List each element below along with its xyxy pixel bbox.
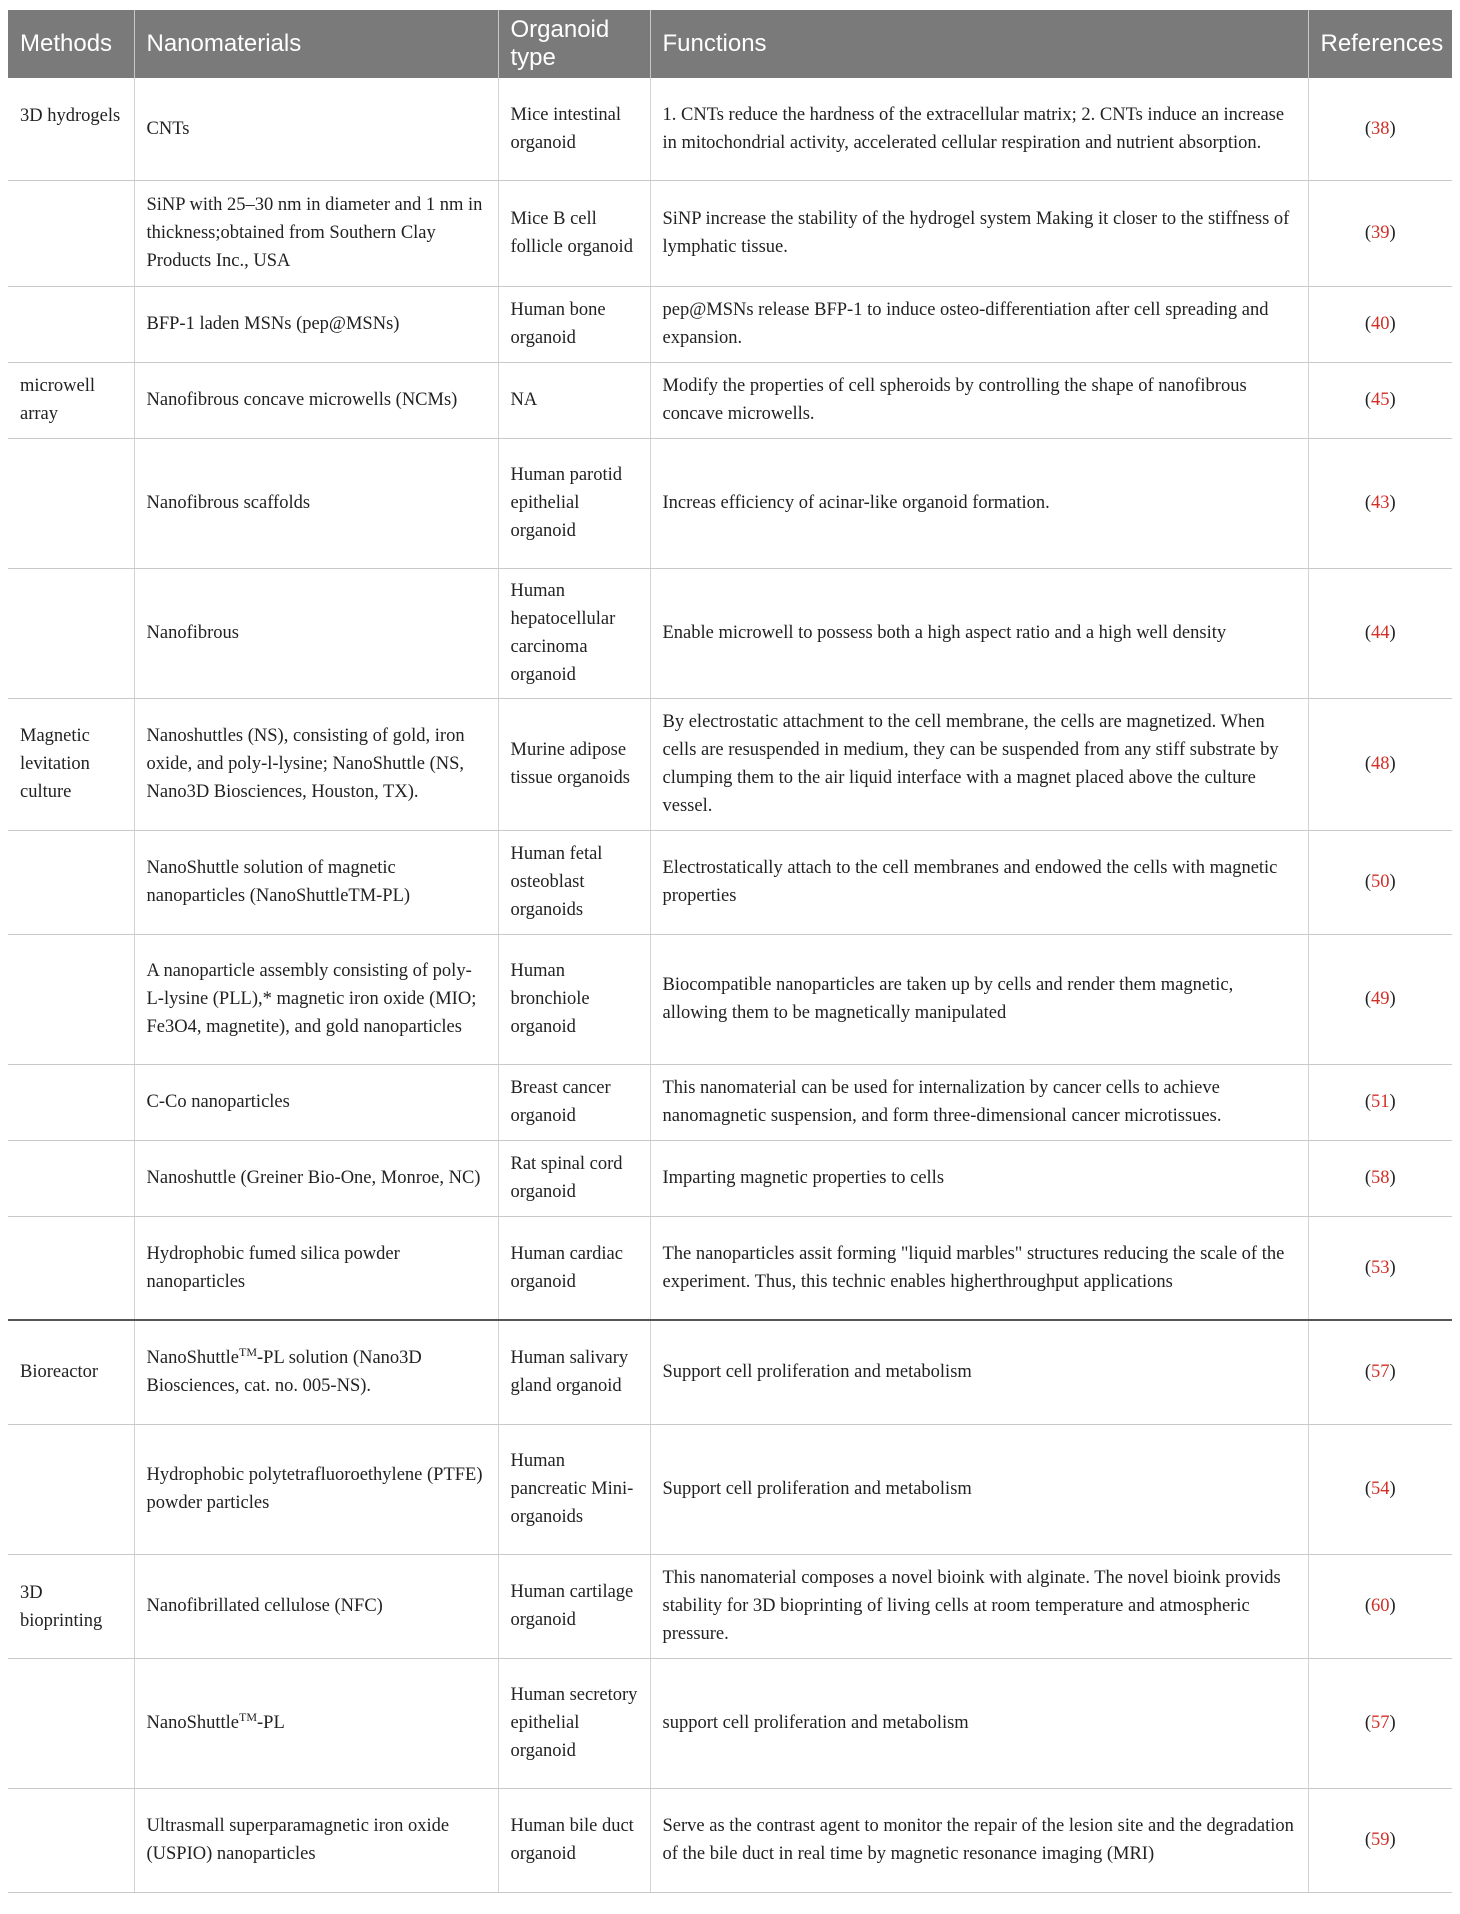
reference-link[interactable]: 44 <box>1371 623 1390 643</box>
table-row <box>8 78 1452 180</box>
function-cell: Enable microwell to possess both a high aspect ratio and a high well density <box>650 568 1308 698</box>
table-row <box>8 568 1452 698</box>
nanomaterials-table <box>8 10 1452 1893</box>
reference-cell: (53) <box>1308 1216 1452 1320</box>
function-cell: 1. CNTs reduce the hardness of the extracellular matrix; 2. CNTs induce an increase in mitochondrial activity, accelerated cellular respiration and nutrient absorption. <box>650 78 1308 180</box>
method-cell <box>8 438 134 568</box>
organoid-cell: Human salivary gland organoid <box>498 1320 650 1424</box>
nanomaterial-cell: NanoShuttle™-PL solution (Nano3D Biosciences, cat. no. 005-NS). <box>134 1320 498 1424</box>
reference-link[interactable]: 60 <box>1371 1596 1390 1616</box>
method-cell <box>8 1788 134 1892</box>
nanomaterial-cell: BFP-1 laden MSNs (pep@MSNs) <box>134 286 498 362</box>
reference-link[interactable]: 39 <box>1371 223 1390 243</box>
organoid-cell: Human cardiac organoid <box>498 1216 650 1320</box>
table-row <box>8 1658 1452 1788</box>
method-cell <box>8 1216 134 1320</box>
organoid-cell: Rat spinal cord organoid <box>498 1140 650 1216</box>
table-row <box>8 438 1452 568</box>
function-cell: Imparting magnetic properties to cells <box>650 1140 1308 1216</box>
table-row <box>8 830 1452 934</box>
header-references: References <box>1308 10 1452 78</box>
reference-cell: (51) <box>1308 1064 1452 1140</box>
nanomaterial-cell: Nanofibrous <box>134 568 498 698</box>
reference-link[interactable]: 38 <box>1371 118 1390 139</box>
reference-cell: (60) <box>1308 1554 1452 1658</box>
reference-link[interactable]: 59 <box>1371 1830 1390 1850</box>
trademark-sup: TM <box>239 1709 257 1724</box>
table-row <box>8 1554 1452 1658</box>
nanomaterial-cell: Nanoshuttles (NS), consisting of gold, iron oxide, and poly-l-lysine; NanoShuttle (NS, Nano3D Biosciences, Houston, TX). <box>134 698 498 830</box>
method-cell <box>8 286 134 362</box>
table-row <box>8 698 1452 830</box>
reference-cell: (45) <box>1308 362 1452 438</box>
reference-link[interactable]: 40 <box>1371 314 1390 334</box>
function-cell: The nanoparticles assit forming "liquid marbles" structures reducing the scale of the experiment. Thus, this technic enables higherthroughput applications <box>650 1216 1308 1320</box>
nanomaterial-cell: Hydrophobic polytetrafluoroethylene (PTFE) powder particles <box>134 1424 498 1554</box>
method-cell: Magnetic levitation culture <box>8 698 134 830</box>
function-cell: Modify the properties of cell spheroids by controlling the shape of nanofibrous concave microwells. <box>650 362 1308 438</box>
nanomaterial-cell: Nanofibrous concave microwells (NCMs) <box>134 362 498 438</box>
method-cell: microwell array <box>8 362 134 438</box>
function-cell: By electrostatic attachment to the cell membrane, the cells are magnetized. When cells are resuspended in medium, they can be suspended from any stiff substrate by clumping them to the air liquid interface with a magnet placed above the culture vessel. <box>650 698 1308 830</box>
nanomaterial-cell: Nanofibrillated cellulose (NFC) <box>134 1554 498 1658</box>
header-functions: Functions <box>650 10 1308 78</box>
reference-link[interactable]: 48 <box>1371 754 1390 774</box>
reference-cell: (44) <box>1308 568 1452 698</box>
reference-link[interactable]: 57 <box>1371 1362 1390 1383</box>
method-cell <box>8 568 134 698</box>
organoid-cell: Human secretory epithelial organoid <box>498 1658 650 1788</box>
header-row <box>8 10 1452 78</box>
nanomaterial-cell: CNTs <box>134 78 498 180</box>
function-cell: Support cell proliferation and metabolism <box>650 1424 1308 1554</box>
reference-cell: (39) <box>1308 180 1452 286</box>
organoid-cell: Human bronchiole organoid <box>498 934 650 1064</box>
nanomaterial-cell: Ultrasmall superparamagnetic iron oxide (USPIO) nanoparticles <box>134 1788 498 1892</box>
function-cell: support cell proliferation and metabolism <box>650 1658 1308 1788</box>
function-cell: Biocompatible nanoparticles are taken up by cells and render them magnetic, allowing them to be magnetically manipulated <box>650 934 1308 1064</box>
method-cell: Bioreactor <box>8 1320 134 1424</box>
function-cell: This nanomaterial composes a novel bioink with alginate. The novel bioink provids stability for 3D bioprinting of living cells at room temperature and atmospheric pressure. <box>650 1554 1308 1658</box>
method-cell: 3D hydrogels <box>8 78 134 180</box>
table-row <box>8 180 1452 286</box>
organoid-cell: Human bone organoid <box>498 286 650 362</box>
reference-cell: (43) <box>1308 438 1452 568</box>
organoid-cell: Human bile duct organoid <box>498 1788 650 1892</box>
reference-link[interactable]: 43 <box>1371 493 1390 513</box>
reference-link[interactable]: 54 <box>1371 1479 1390 1499</box>
nanomaterial-cell: Nanoshuttle (Greiner Bio-One, Monroe, NC) <box>134 1140 498 1216</box>
table-row <box>8 1320 1452 1424</box>
method-cell <box>8 934 134 1064</box>
function-cell: This nanomaterial can be used for internalization by cancer cells to achieve nanomagnetic suspension, and form three-dimensional cancer microtissues. <box>650 1064 1308 1140</box>
method-cell <box>8 830 134 934</box>
reference-cell: (58) <box>1308 1140 1452 1216</box>
header-nanomaterials: Nanomaterials <box>134 10 498 78</box>
organoid-cell: Murine adipose tissue organoids <box>498 698 650 830</box>
reference-cell: (59) <box>1308 1788 1452 1892</box>
nanomaterial-cell: SiNP with 25–30 nm in diameter and 1 nm in thickness;obtained from Southern Clay Products Inc., USA <box>134 180 498 286</box>
reference-link[interactable]: 45 <box>1371 390 1390 410</box>
organoid-cell: Human cartilage organoid <box>498 1554 650 1658</box>
header-organoid-type: Organoid type <box>498 10 650 78</box>
table-row <box>8 934 1452 1064</box>
method-cell: 3D bioprinting <box>8 1554 134 1658</box>
nanomaterial-cell: Nanofibrous scaffolds <box>134 438 498 568</box>
method-cell <box>8 1140 134 1216</box>
reference-link[interactable]: 49 <box>1371 989 1390 1009</box>
table-row <box>8 286 1452 362</box>
function-cell: Electrostatically attach to the cell membranes and endowed the cells with magnetic properties <box>650 830 1308 934</box>
reference-cell: (49) <box>1308 934 1452 1064</box>
function-cell: Serve as the contrast agent to monitor the repair of the lesion site and the degradation of the bile duct in real time by magnetic resonance imaging (MRI) <box>650 1788 1308 1892</box>
organoid-cell: Human fetal osteoblast organoids <box>498 830 650 934</box>
reference-cell: (50) <box>1308 830 1452 934</box>
table-row <box>8 1788 1452 1892</box>
reference-link[interactable]: 53 <box>1371 1257 1390 1278</box>
reference-cell: (57) <box>1308 1320 1452 1424</box>
reference-link[interactable]: 58 <box>1371 1168 1390 1188</box>
method-cell <box>8 1064 134 1140</box>
nanomaterial-cell: NanoShuttle solution of magnetic nanoparticles (NanoShuttleTM-PL) <box>134 830 498 934</box>
trademark-sup: TM <box>239 1345 257 1360</box>
reference-cell: (57) <box>1308 1658 1452 1788</box>
nanomaterial-cell: Hydrophobic fumed silica powder nanoparticles <box>134 1216 498 1320</box>
organoid-cell: Human pancreatic Mini-organoids <box>498 1424 650 1554</box>
function-cell: pep@MSNs release BFP-1 to induce osteo-differentiation after cell spreading and expansion. <box>650 286 1308 362</box>
method-cell <box>8 1424 134 1554</box>
header-methods: Methods <box>8 10 134 78</box>
method-cell <box>8 1658 134 1788</box>
table-row <box>8 1064 1452 1140</box>
nanomaterial-cell: NanoShuttle™-PL <box>134 1658 498 1788</box>
organoid-cell: Mice B cell follicle organoid <box>498 180 650 286</box>
function-cell: Support cell proliferation and metabolism <box>650 1320 1308 1424</box>
reference-cell: (38) <box>1308 78 1452 180</box>
organoid-cell: NA <box>498 362 650 438</box>
table-row <box>8 1424 1452 1554</box>
table-row <box>8 1140 1452 1216</box>
organoid-cell: Mice intestinal organoid <box>498 78 650 180</box>
method-cell <box>8 180 134 286</box>
reference-cell: (54) <box>1308 1424 1452 1554</box>
nanomaterial-cell: A nanoparticle assembly consisting of poly-L-lysine (PLL),* magnetic iron oxide (MIO; Fe3O4, magnetite), and gold nanoparticles <box>134 934 498 1064</box>
reference-cell: (40) <box>1308 286 1452 362</box>
table-row <box>8 1216 1452 1320</box>
table-container <box>8 10 1452 1893</box>
organoid-cell: Breast cancer organoid <box>498 1064 650 1140</box>
organoid-cell: Human parotid epithelial organoid <box>498 438 650 568</box>
organoid-cell: Human hepatocellular carcinoma organoid <box>498 568 650 698</box>
reference-link[interactable]: 51 <box>1371 1092 1390 1112</box>
table-row <box>8 362 1452 438</box>
reference-link[interactable]: 57 <box>1371 1713 1390 1733</box>
function-cell: SiNP increase the stability of the hydrogel system Making it closer to the stiffness of lymphatic tissue. <box>650 180 1308 286</box>
function-cell: Increas efficiency of acinar-like organoid formation. <box>650 438 1308 568</box>
reference-cell: (48) <box>1308 698 1452 830</box>
nanomaterial-cell: C-Co nanoparticles <box>134 1064 498 1140</box>
reference-link[interactable]: 50 <box>1371 872 1390 892</box>
